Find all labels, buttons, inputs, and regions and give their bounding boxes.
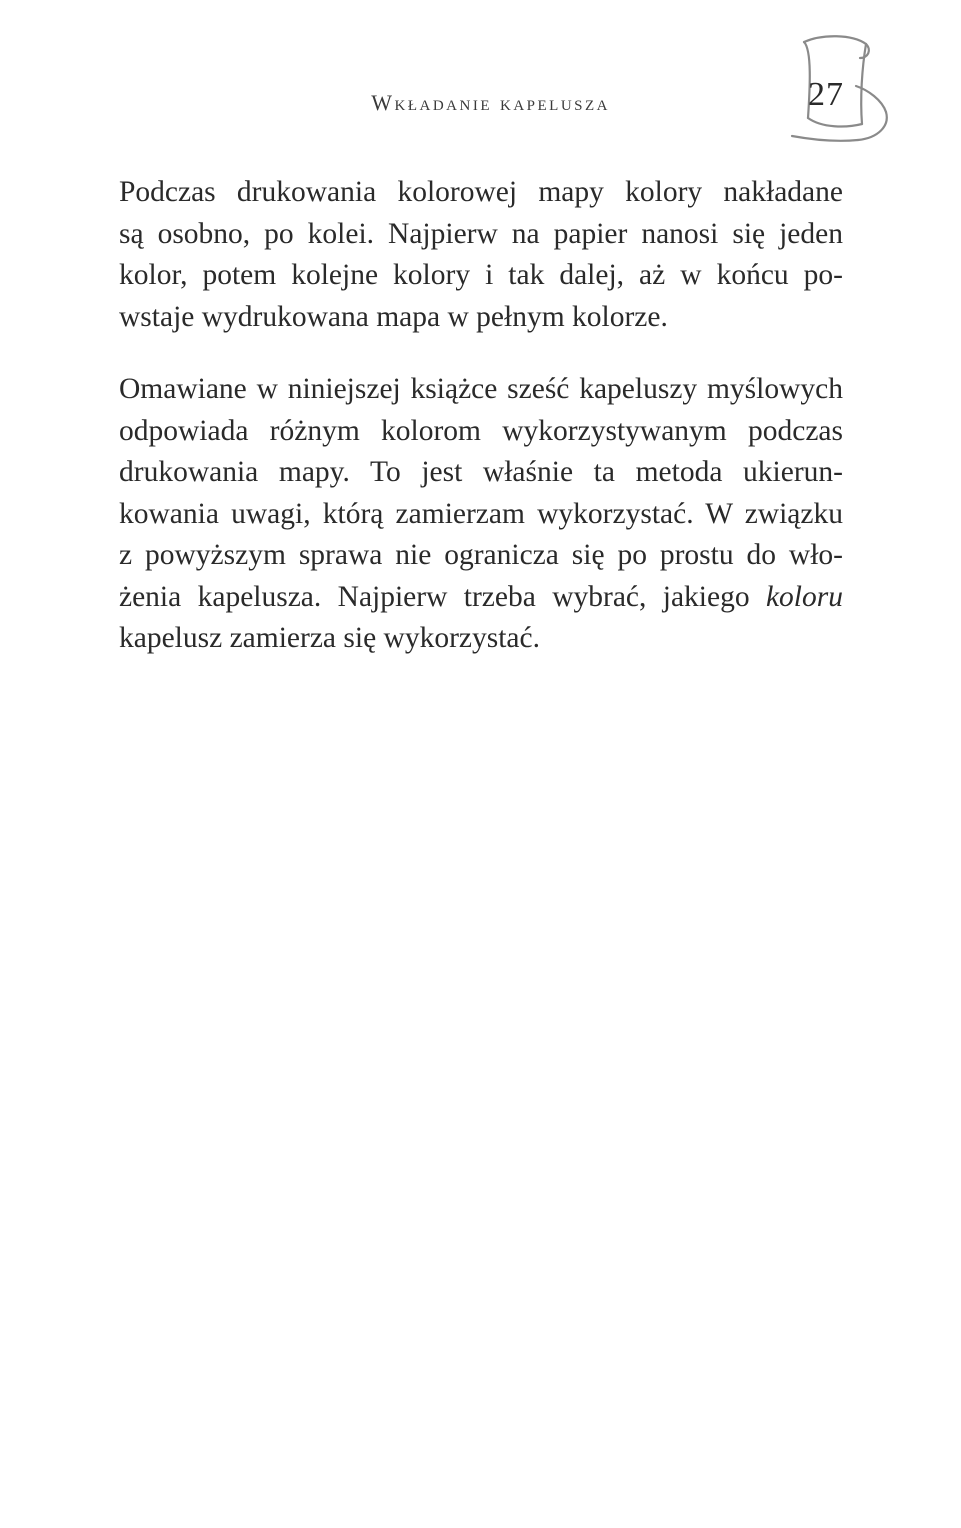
text-line-with-emphasis <box>119 577 843 619</box>
text-line: kolor, potem kolejne kolory i tak dalej, aż w końcu po- <box>119 259 843 291</box>
paragraph <box>119 172 843 338</box>
page-number: 27 <box>808 76 844 113</box>
text-line: wstaje wydrukowana mapa w pełnym kolorze. <box>119 300 668 333</box>
text-line: Omawiane w niniejszej książce sześć kapeluszy myślowych <box>119 373 843 405</box>
text-segment: żenia kapelusza. Najpierw trzeba wybrać, jakiego <box>119 580 766 613</box>
emphasized-word: koloru <box>765 580 843 613</box>
text-line: kowania uwagi, którą zamierzam wykorzystać. W związku <box>119 497 843 530</box>
text-line: drukowania mapy. To jest właśnie ta metoda ukierun- <box>119 456 843 488</box>
text-line: odpowiada różnym kolorom wykorzystywanym podczas <box>119 414 843 447</box>
body-text <box>119 172 843 660</box>
paragraph <box>119 369 843 660</box>
text-line: kapelusz zamierza się wykorzystać. <box>119 622 540 654</box>
text-line: Podczas drukowania kolorowej mapy kolory nakładane <box>119 176 843 208</box>
text-line: z powyższym sprawa nie ogranicza się po prostu do wło- <box>119 539 843 571</box>
text-line: są osobno, po kolei. Najpierw na papier nanosi się jeden <box>119 217 843 250</box>
running-head: Wkładanie kapelusza <box>371 90 610 115</box>
